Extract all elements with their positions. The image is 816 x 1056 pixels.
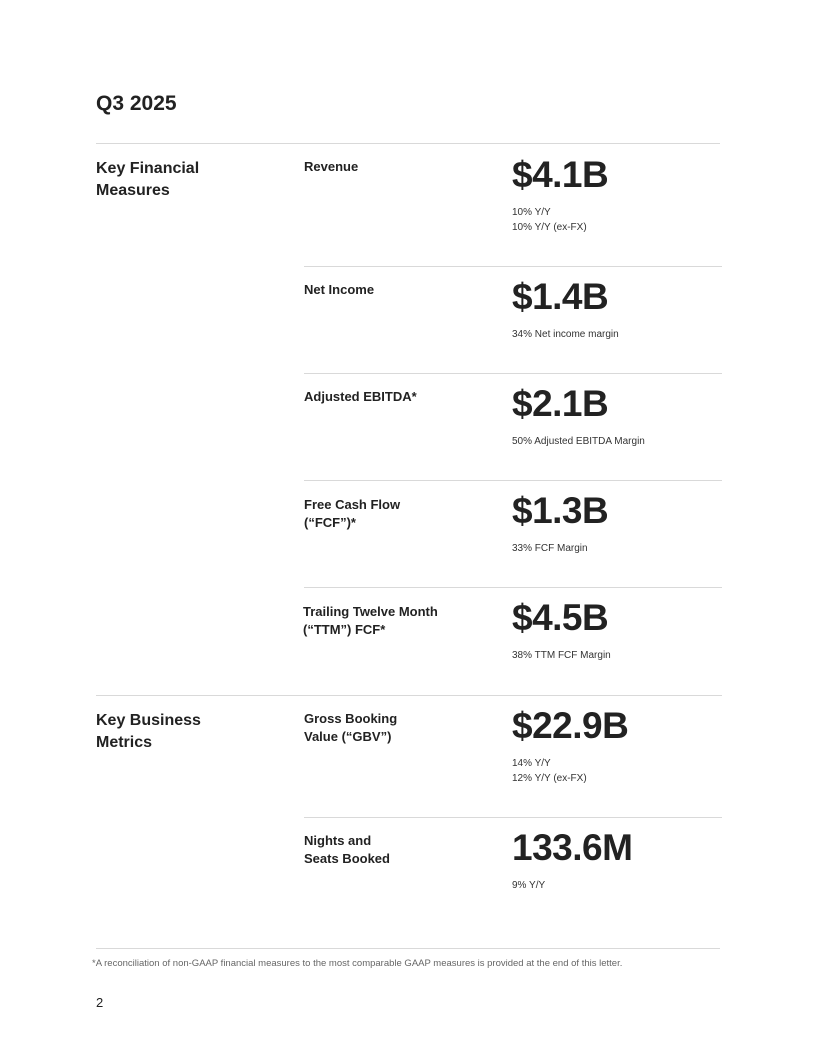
divider bbox=[304, 266, 722, 267]
divider bbox=[96, 143, 720, 144]
metric-label-net-income: Net Income bbox=[304, 282, 375, 297]
metric-sub-gbv-exfx: 12% Y/Y (ex-FX) bbox=[512, 773, 587, 784]
metric-value-nights-seats-booked: 133.6M bbox=[512, 827, 633, 868]
metric-label-free-cash-flow: Free Cash Flow (“FCF”)* bbox=[304, 497, 401, 530]
metric-sub-net-income-margin: 34% Net income margin bbox=[512, 329, 619, 340]
metric-label-revenue: Revenue bbox=[304, 159, 359, 174]
page-title: Q3 2025 bbox=[96, 92, 177, 115]
divider bbox=[304, 587, 722, 588]
metric-value-gbv: $22.9B bbox=[512, 705, 629, 746]
divider bbox=[96, 695, 722, 696]
metric-label-nights-seats-booked: Nights and Seats Booked bbox=[304, 833, 390, 866]
divider bbox=[96, 948, 720, 949]
metric-value-adjusted-ebitda: $2.1B bbox=[512, 383, 609, 424]
metric-value-ttm-fcf: $4.5B bbox=[512, 597, 609, 638]
metric-sub-fcf-margin: 33% FCF Margin bbox=[512, 543, 588, 554]
metric-value-revenue: $4.1B bbox=[512, 154, 609, 195]
divider bbox=[304, 480, 722, 481]
divider bbox=[304, 817, 722, 818]
metric-value-net-income: $1.4B bbox=[512, 276, 609, 317]
metric-sub-revenue-yoy: 10% Y/Y bbox=[512, 207, 551, 218]
metric-value-free-cash-flow: $1.3B bbox=[512, 490, 609, 531]
section-label-key-business-metrics: Key Business Metrics bbox=[96, 712, 201, 751]
metric-sub-adjusted-ebitda-margin: 50% Adjusted EBITDA Margin bbox=[512, 436, 645, 447]
section-label-key-financial-measures: Key Financial Measures bbox=[96, 160, 200, 199]
metric-label-ttm-fcf: Trailing Twelve Month (“TTM”) FCF* bbox=[303, 604, 438, 637]
metric-label-adjusted-ebitda: Adjusted EBITDA* bbox=[304, 389, 417, 404]
metric-sub-revenue-exfx: 10% Y/Y (ex-FX) bbox=[512, 222, 587, 233]
footnote: *A reconciliation of non-GAAP financial measures to the most comparable GAAP measures is provided at the end of this letter. bbox=[92, 958, 623, 969]
metric-sub-gbv-yoy: 14% Y/Y bbox=[512, 758, 551, 769]
metric-sub-nights-yoy: 9% Y/Y bbox=[512, 880, 546, 891]
page-number: 2 bbox=[96, 995, 104, 1010]
divider bbox=[304, 373, 722, 374]
metric-sub-ttm-fcf-margin: 38% TTM FCF Margin bbox=[512, 650, 611, 661]
metric-label-gbv: Gross Booking Value (“GBV”) bbox=[304, 711, 398, 744]
